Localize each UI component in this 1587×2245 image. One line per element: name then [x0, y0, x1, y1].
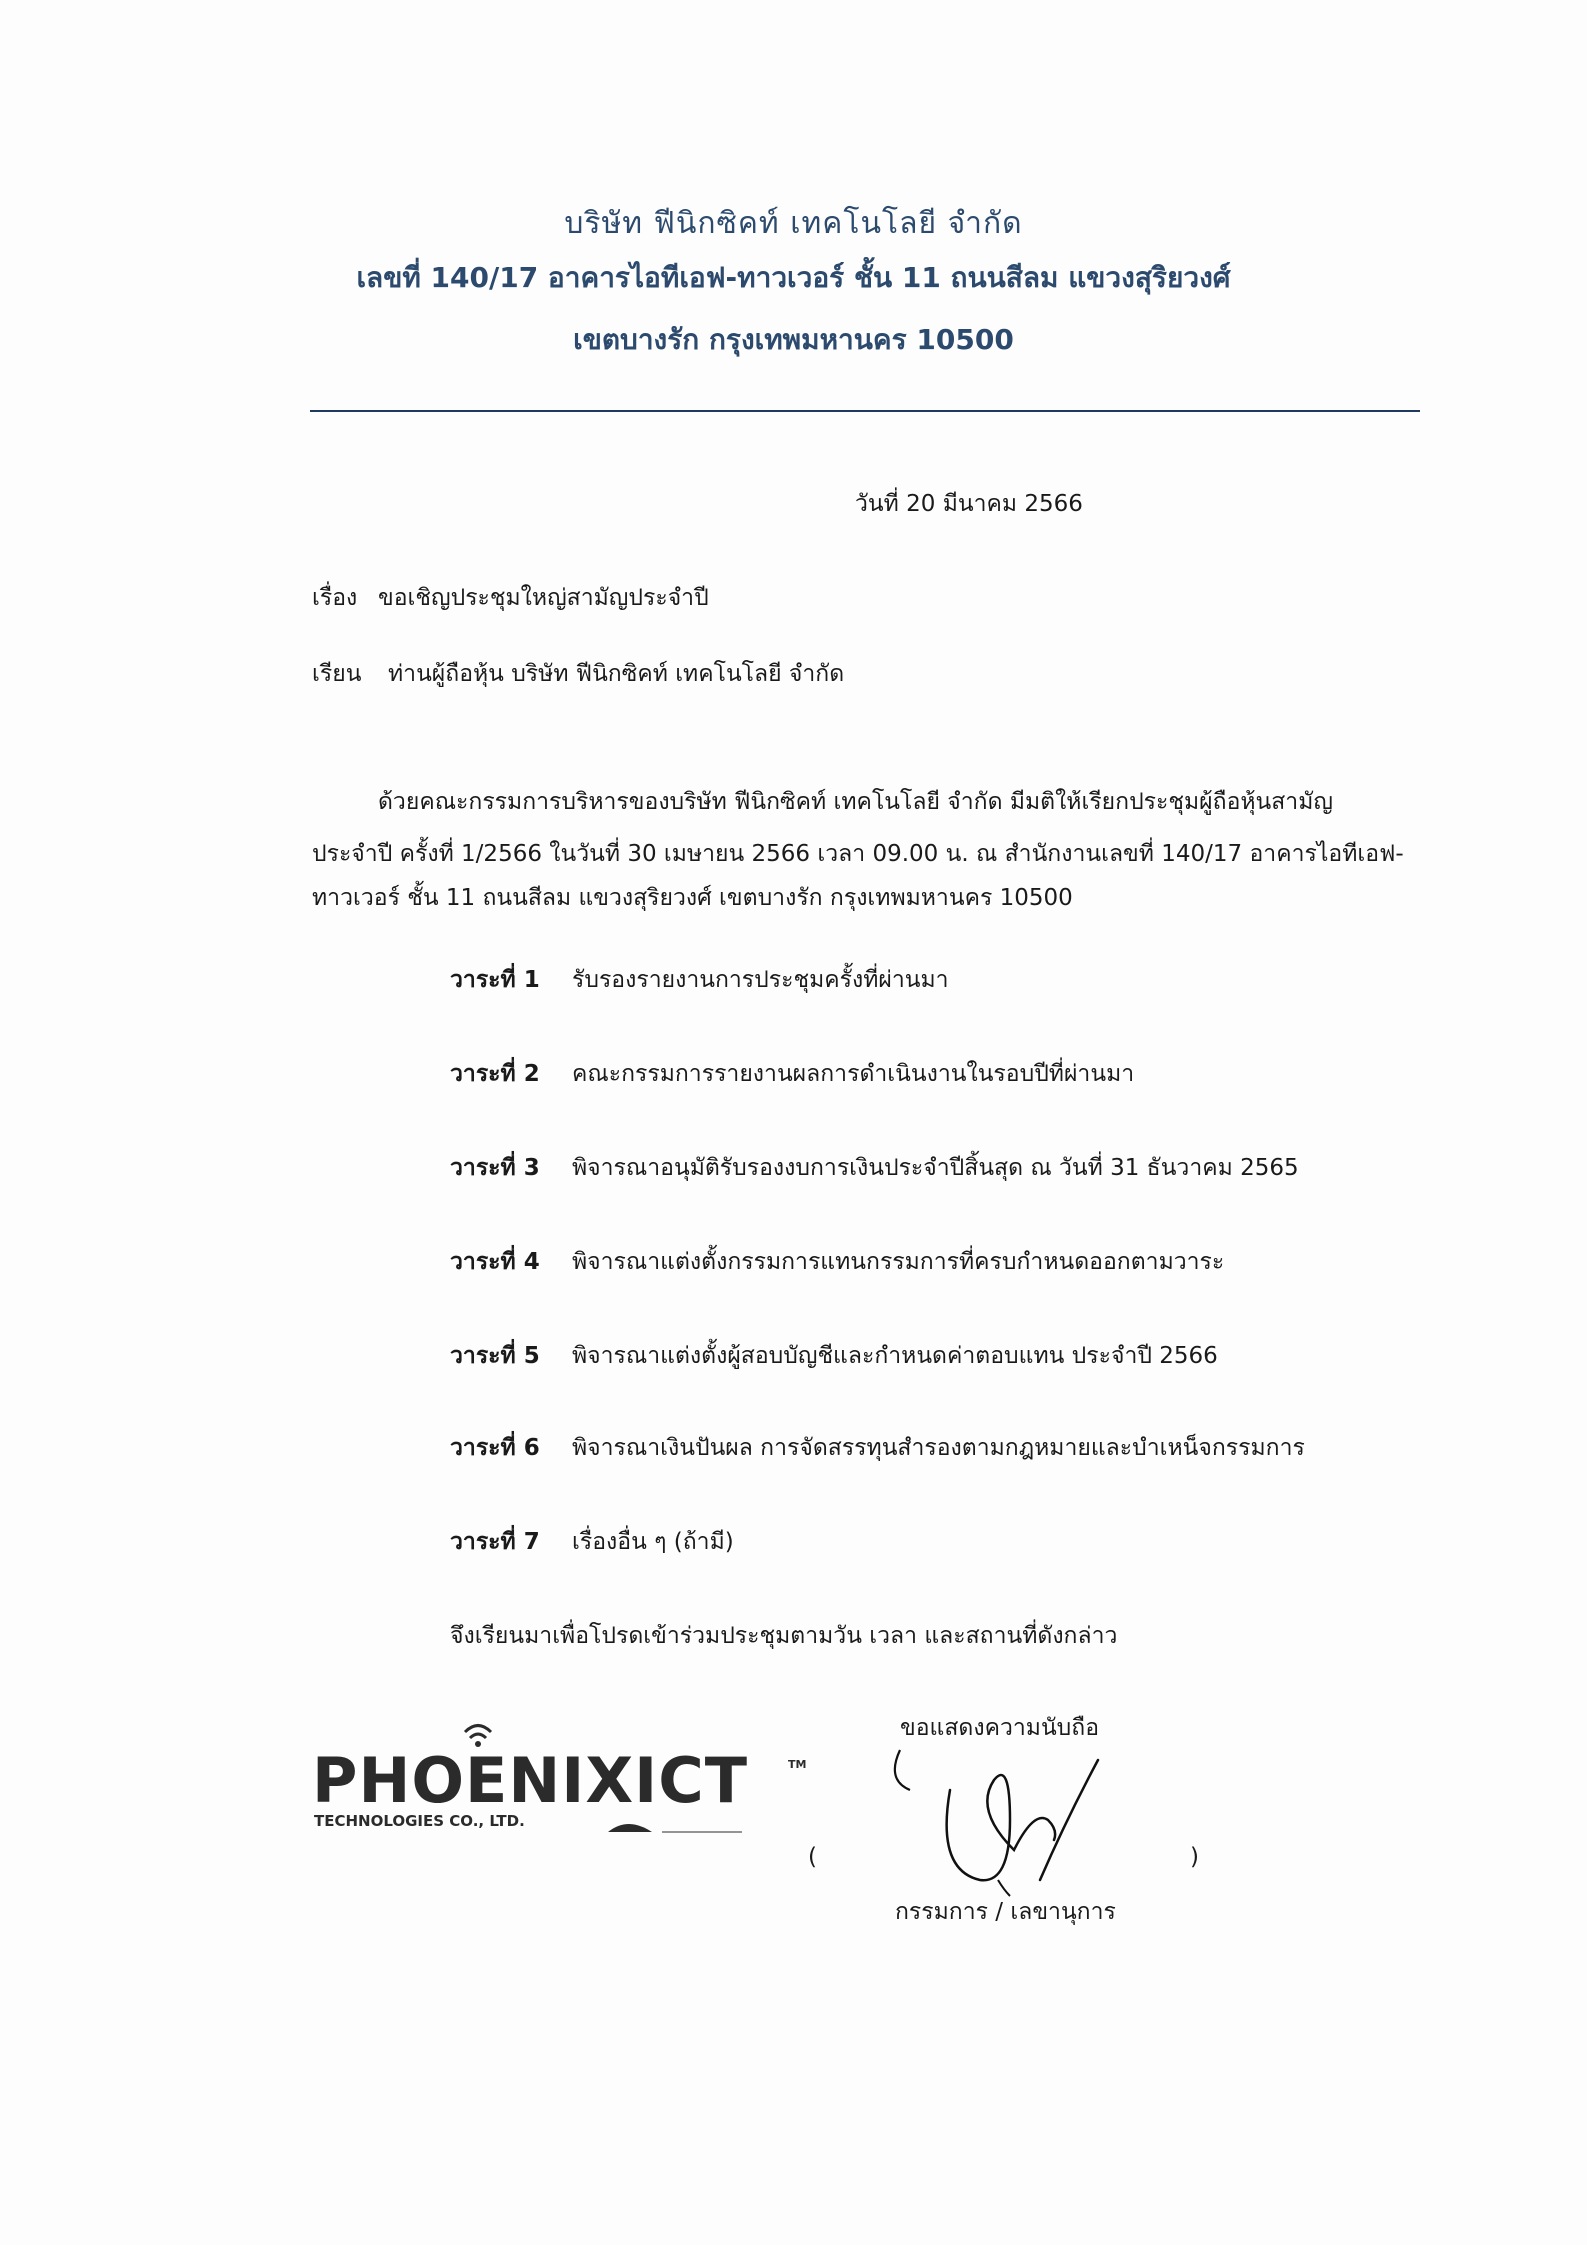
agenda-text-7: เรื่องอื่น ๆ (ถ้ามี) — [572, 1529, 734, 1555]
agenda-number-7: วาระที่ 7 — [450, 1529, 540, 1555]
recipient-text: ท่านผู้ถือหุ้น บริษัท ฟีนิกซิคท์ เทคโนโลยี จำกัด — [388, 661, 845, 687]
subject-text: ขอเชิญประชุมใหญ่สามัญประจำปี — [378, 585, 709, 611]
body-line-1: ด้วยคณะกรรมการบริหารของบริษัท ฟีนิกซิคท์ เทคโนโลยี จำกัด มีมติให้เรียกประชุมผู้ถือหุ้นสามัญ — [378, 789, 1333, 815]
subject-label: เรื่อง — [312, 585, 358, 611]
agenda-number-4: วาระที่ 4 — [450, 1249, 540, 1275]
company-logo — [312, 1720, 812, 1850]
agenda-text-5: พิจารณาแต่งตั้งผู้สอบบัญชีและกำหนดค่าตอบแทน ประจำปี 2566 — [572, 1343, 1218, 1369]
company-address-line-2: เขตบางรัก กรุงเทพมหานคร 10500 — [573, 323, 1014, 356]
signer-paren-open: ( — [808, 1844, 817, 1870]
agenda-number-6: วาระที่ 6 — [450, 1435, 540, 1461]
signature — [890, 1730, 1150, 1900]
agenda-number-1: วาระที่ 1 — [450, 967, 540, 993]
agenda-text-1: รับรองรายงานการประชุมครั้งที่ผ่านมา — [572, 967, 949, 993]
agenda-text-6: พิจารณาเงินปันผล การจัดสรรทุนสำรองตามกฎหมายและบำเหน็จกรรมการ — [572, 1435, 1305, 1461]
agenda-number-2: วาระที่ 2 — [450, 1061, 540, 1087]
logo-tm: TM — [788, 1758, 807, 1771]
header-divider — [310, 410, 1420, 412]
body-line-2: ประจำปี ครั้งที่ 1/2566 ในวันที่ 30 เมษายน 2566 เวลา 09.00 น. ณ สำนักงานเลขที่ 140/17 อาคารไอทีเอฟ- — [312, 841, 1404, 867]
company-name: บริษัท ฟีนิกซิคท์ เทคโนโลยี จำกัด — [564, 206, 1023, 241]
body-line-3: ทาวเวอร์ ชั้น 11 ถนนสีลม แขวงสุริยวงศ์ เขตบางรัก กรุงเทพมหานคร 10500 — [312, 885, 1073, 911]
signer-title: กรรมการ / เลขานุการ — [895, 1899, 1116, 1925]
logo-subtitle: TECHNOLOGIES CO., LTD. — [314, 1812, 525, 1830]
agenda-number-5: วาระที่ 5 — [450, 1343, 540, 1369]
logo-brand: PHOENIXICT — [312, 1744, 749, 1817]
regards-text: ขอแสดงความนับถือ — [900, 1715, 1100, 1741]
recipient-label: เรียน — [312, 661, 362, 687]
closing-sentence: จึงเรียนมาเพื่อโปรดเข้าร่วมประชุมตามวัน เวลา และสถานที่ดังกล่าว — [450, 1623, 1118, 1649]
agenda-text-2: คณะกรรมการรายงานผลการดำเนินงานในรอบปีที่ผ่านมา — [572, 1061, 1135, 1087]
letter-date: วันที่ 20 มีนาคม 2566 — [855, 491, 1083, 517]
signer-paren-close: ) — [1190, 1844, 1199, 1870]
agenda-text-4: พิจารณาแต่งตั้งกรรมการแทนกรรมการที่ครบกำหนดออกตามวาระ — [572, 1249, 1225, 1275]
company-address-line-1: เลขที่ 140/17 อาคารไอทีเอฟ-ทาวเวอร์ ชั้น 11 ถนนสีลม แขวงสุริยวงศ์ — [356, 261, 1231, 294]
agenda-text-3: พิจารณาอนุมัติรับรองงบการเงินประจำปีสิ้นสุด ณ วันที่ 31 ธันวาคม 2565 — [572, 1155, 1299, 1181]
agenda-number-3: วาระที่ 3 — [450, 1155, 540, 1181]
